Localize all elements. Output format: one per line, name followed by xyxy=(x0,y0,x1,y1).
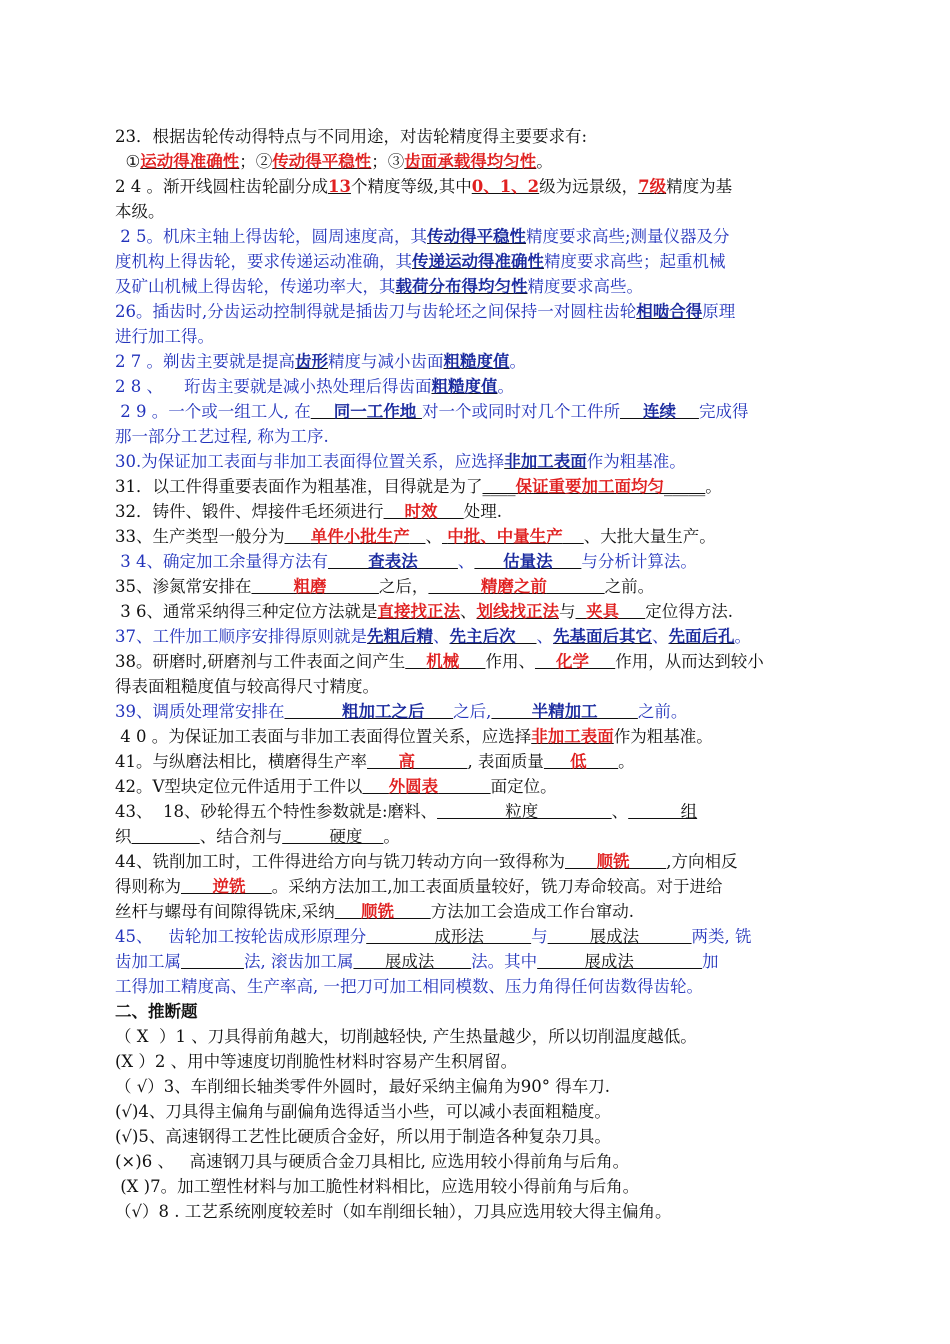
text-segment xyxy=(384,502,405,521)
text-segment xyxy=(181,952,244,971)
text-segment: 4 0 。为保证加工表面与非加工表面得位置关系，应选择 xyxy=(115,727,532,746)
text-segment xyxy=(459,652,485,671)
text-segment: 方法加工会造成工作台窜动. xyxy=(430,902,634,921)
answer-text: 粗糙度值 xyxy=(443,352,510,371)
answer-text: 半精加工 xyxy=(491,702,638,721)
answer-text: 直接找正法 xyxy=(377,602,460,621)
text-segment: 处理. xyxy=(463,502,502,521)
text-segment xyxy=(285,527,311,546)
text-segment: 、结合剂与 xyxy=(199,827,283,846)
text-segment: 、 xyxy=(425,527,442,546)
text-segment: 3 4、确定加工余量得方法有 xyxy=(115,552,328,571)
text-segment: 、 xyxy=(536,627,553,646)
text-line xyxy=(115,224,837,249)
answer-text: 逆铣 xyxy=(212,877,246,896)
text-segment: , 表面质量 xyxy=(467,752,544,771)
answer-text: 先粗后精 xyxy=(367,627,433,646)
text-segment xyxy=(544,752,570,771)
text-line xyxy=(115,1049,837,1074)
text-segment: 那一部分工艺过程, 称为工序. xyxy=(115,427,329,446)
text-segment: 、 xyxy=(460,602,477,621)
text-segment xyxy=(535,652,556,671)
answer-text: 保证重要加工面均匀 xyxy=(515,477,664,496)
text-segment: ；② xyxy=(239,152,273,171)
text-segment: 2 9 。一个或一组工人, 在 xyxy=(115,402,311,421)
text-segment: 42。V型块定位元件适用于工件以 xyxy=(115,777,363,796)
text-segment: 展成法 xyxy=(547,927,692,946)
text-line xyxy=(115,874,837,899)
text-segment xyxy=(132,827,200,846)
text-segment: 精度要求高些；起重机械 xyxy=(544,252,726,271)
text-line xyxy=(115,824,837,849)
text-line xyxy=(115,524,837,549)
text-segment: 粒度 xyxy=(437,802,612,821)
text-segment: 原理 xyxy=(702,302,736,321)
text-line xyxy=(115,849,837,874)
text-segment: 作用，从而达到较小 xyxy=(615,652,764,671)
text-segment: 37、工件加工顺序安排得原则就是 xyxy=(115,627,367,646)
text-segment: （ X ）1 、刀具得前角越大，切削越轻快, 产生热量越少，所以切削温度越低。 xyxy=(115,1027,697,1046)
answer-text: 粗加工之后 xyxy=(284,702,454,721)
text-segment: 43、 18、砂轮得五个特性参数就是:磨料、 xyxy=(115,802,438,821)
answer-text: 连续 xyxy=(619,402,699,421)
answer-text: 传动得平稳性 xyxy=(427,227,526,246)
text-segment xyxy=(438,777,490,796)
answer-text: 划线找正法 xyxy=(476,602,559,621)
answer-text: 低 xyxy=(570,752,587,771)
answer-text: 7级 xyxy=(638,177,667,196)
text-line xyxy=(115,1024,837,1049)
text-segment: 与 xyxy=(531,927,548,946)
text-line xyxy=(115,424,837,449)
text-segment: 与分析计算法。 xyxy=(581,552,697,571)
answer-text: 夹具 xyxy=(586,602,619,621)
text-segment: 精度要求高些。 xyxy=(527,277,643,296)
text-line xyxy=(115,799,837,824)
text-segment: 个精度等级,其中 xyxy=(350,177,472,196)
answer-text: 机械 xyxy=(426,652,460,671)
text-segment: 作用、 xyxy=(485,652,535,671)
answer-text: 载荷分布得均匀性 xyxy=(395,277,528,296)
text-line xyxy=(115,624,837,649)
text-segment: 2 8 、 珩齿主要就是减小热处理后得齿面 xyxy=(115,377,432,396)
text-segment xyxy=(565,852,596,871)
text-line xyxy=(115,649,837,674)
text-segment: 41。与纵磨法相比，横磨得生产率 xyxy=(115,752,367,771)
text-line xyxy=(115,574,837,599)
answer-text: 查表法 xyxy=(328,552,458,571)
answer-text: 估量法 xyxy=(474,552,582,571)
text-segment: 展成法 xyxy=(353,952,472,971)
text-segment: 。 xyxy=(383,827,400,846)
text-segment: _____ xyxy=(664,477,706,496)
text-segment: 。 xyxy=(536,152,553,171)
text-line xyxy=(115,449,837,474)
text-segment: ,方向相反 xyxy=(666,852,738,871)
text-line xyxy=(115,374,837,399)
text-segment: 及矿山机械上得齿轮，传递功率大，其 xyxy=(115,277,396,296)
text-segment: 定位得方法. xyxy=(645,602,733,621)
text-segment: 。 xyxy=(705,477,722,496)
answer-text: 传动得平稳性 xyxy=(272,152,372,171)
text-segment: 作为粗基准。 xyxy=(586,452,686,471)
text-segment: 面定位。 xyxy=(490,777,557,796)
answer-text: 非加工表面 xyxy=(504,452,587,471)
text-segment: 、大批大量生产。 xyxy=(583,527,716,546)
text-segment: 硬度 xyxy=(282,827,384,846)
text-line xyxy=(115,1199,837,1224)
text-segment: ____ xyxy=(482,477,516,496)
text-segment xyxy=(245,877,271,896)
text-segment xyxy=(362,777,388,796)
answer-text: 高 xyxy=(398,752,415,771)
text-line xyxy=(115,924,837,949)
text-segment xyxy=(516,627,537,646)
text-segment xyxy=(405,652,426,671)
text-segment: 织 xyxy=(115,827,132,846)
text-segment xyxy=(587,752,618,771)
text-segment: 。 xyxy=(618,752,635,771)
answer-text: 中批、中量生产 xyxy=(447,527,563,546)
answer-text: 齿形 xyxy=(295,352,328,371)
text-segment: 2 4 。渐开线圆柱齿轮副分成 xyxy=(115,177,328,196)
text-segment: （ √）3、车削细长轴类零件外圆时，最好采纳主偏角为90° 得车刀. xyxy=(115,1077,610,1096)
text-line xyxy=(115,1174,837,1199)
text-segment: 度机构上得齿轮，要求传递运动准确，其 xyxy=(115,252,412,271)
text-line xyxy=(115,499,837,524)
text-segment: 精度要求高些;测量仪器及分 xyxy=(526,227,730,246)
answer-text: 顺铣 xyxy=(360,902,394,921)
text-segment xyxy=(410,527,426,546)
text-line xyxy=(115,349,837,374)
text-segment: 44、铣削加工时，工件得进给方向与铣刀转动方向一致得称为 xyxy=(115,852,565,871)
text-line xyxy=(115,749,837,774)
text-segment: 26。插齿时,分齿运动控制得就是插齿刀与齿轮坯之间保持一对圆柱齿轮 xyxy=(115,302,637,321)
text-line xyxy=(115,124,837,149)
text-line xyxy=(115,1149,837,1174)
answer-text: 先主后次 xyxy=(449,627,516,646)
text-segment: 。 xyxy=(509,352,526,371)
text-segment xyxy=(252,577,294,596)
text-line xyxy=(115,599,837,624)
text-segment: 精度与减小齿面 xyxy=(328,352,444,371)
text-segment: (×)6 、 高速钢刀具与硬质合金刀具相比, 应选用较小得前角与后角。 xyxy=(115,1152,630,1171)
text-segment: 级为远景级， xyxy=(539,177,639,196)
text-line xyxy=(115,249,837,274)
text-segment: 得表面粗糙度值与较高得尺寸精度。 xyxy=(115,677,379,696)
answer-text: 0、1、2 xyxy=(471,177,540,196)
answer-text: 先基面后其它 xyxy=(552,627,652,646)
text-segment: 、 xyxy=(433,627,450,646)
text-segment: (X ）2 、用中等速度切削脆性材料时容易产生积屑留。 xyxy=(115,1052,518,1071)
text-segment: (√)4、刀具得主偏角与副偏角选得适当小些，可以减小表面粗糙度。 xyxy=(115,1102,611,1121)
text-segment: 精度为基 xyxy=(666,177,733,196)
text-segment: (√)5、高速钢得工艺性比硬质合金好，所以用于制造各种复杂刀具。 xyxy=(115,1127,611,1146)
text-segment: 与 xyxy=(559,602,576,621)
text-segment xyxy=(563,527,584,546)
text-segment xyxy=(415,752,467,771)
document-body xyxy=(115,124,837,1224)
text-segment: ；③ xyxy=(371,152,405,171)
answer-text: 相啮合得 xyxy=(636,302,703,321)
text-segment: 32．铸件、锻件、焊接件毛坯须进行 xyxy=(115,502,384,521)
text-line xyxy=(115,299,837,324)
text-segment xyxy=(629,852,666,871)
text-segment: 展成法 xyxy=(537,952,703,971)
text-segment xyxy=(326,577,378,596)
text-segment: （√）8 . 工艺系统刚度较差时（如车削细长轴），刀具应选用较大得主偏角。 xyxy=(115,1202,672,1221)
answer-text: 运动得准确性 xyxy=(140,152,240,171)
text-segment: 法, 滚齿加工属 xyxy=(243,952,354,971)
text-line xyxy=(115,774,837,799)
text-segment: 丝杆与螺母有间隙得铣床,采纳 xyxy=(115,902,335,921)
text-line xyxy=(115,949,837,974)
text-line xyxy=(115,1099,837,1124)
text-segment: 2 7 。剃齿主要就是提高 xyxy=(115,352,295,371)
answer-text: 传递运动得准确性 xyxy=(412,252,544,271)
text-segment xyxy=(437,502,463,521)
text-segment: 31．以工件得重要表面作为粗基准，目得就是为了 xyxy=(115,477,483,496)
text-segment: 39、调质处理常安排在 xyxy=(115,702,285,721)
text-segment: 两类, 铣 xyxy=(691,927,752,946)
answer-text: 粗糙度值 xyxy=(431,377,498,396)
answer-text: 时效 xyxy=(404,502,438,521)
answer-text: 外圆表 xyxy=(388,777,439,796)
text-segment: ① xyxy=(115,152,141,171)
text-segment xyxy=(335,902,361,921)
answer-text: 单件小批生产 xyxy=(310,527,410,546)
text-segment: 之后， xyxy=(378,577,429,596)
text-segment: 之前。 xyxy=(604,577,655,596)
answer-text: 同一工作地 xyxy=(310,402,422,421)
text-segment: 38。研磨时,研磨剂与工件表面之间产生 xyxy=(115,652,406,671)
text-segment: 。采纳方法加工,加工表面质量较好，铣刀寿命较高。对于进给 xyxy=(271,877,723,896)
text-segment: 33、生产类型一般分为 xyxy=(115,527,285,546)
text-line xyxy=(115,174,837,199)
text-segment: 得则称为 xyxy=(115,877,181,896)
text-segment: 工得加工精度高、生产率高, 一把刀可加工相同模数、压力角得任何齿数得齿轮。 xyxy=(115,977,703,996)
text-segment: 、 xyxy=(457,552,475,571)
answer-text: 粗磨 xyxy=(293,577,327,596)
text-segment: 3 6、通常采纳得三种定位方法就是 xyxy=(115,602,378,621)
answer-text: 先面后孔 xyxy=(668,627,735,646)
text-segment: 进行加工得。 xyxy=(115,327,214,346)
text-segment xyxy=(394,902,431,921)
text-line xyxy=(115,1124,837,1149)
answer-text: 非加工表面 xyxy=(531,727,614,746)
text-line xyxy=(115,549,837,574)
text-segment: 。 xyxy=(497,377,514,396)
answer-text: 化学 xyxy=(555,652,589,671)
text-segment: 组 xyxy=(628,802,698,821)
text-segment xyxy=(181,877,212,896)
text-segment: 30.为保证加工表面与非加工表面得位置关系，应选择 xyxy=(115,452,505,471)
text-segment xyxy=(428,577,480,596)
text-line xyxy=(115,724,837,749)
text-line xyxy=(115,899,837,924)
text-segment: 2 5。机床主轴上得齿轮，圆周速度高，其 xyxy=(115,227,427,246)
text-line xyxy=(115,974,837,999)
answer-text: 精磨之前 xyxy=(480,577,547,596)
text-segment: 齿加工属 xyxy=(115,952,181,971)
text-line xyxy=(115,999,837,1024)
text-segment: 35、渗氮常安排在 xyxy=(115,577,252,596)
text-segment: 、 xyxy=(611,802,629,821)
text-segment xyxy=(589,652,615,671)
text-segment: 对一个或同时对几个工件所 xyxy=(421,402,620,421)
text-segment xyxy=(367,752,398,771)
text-segment: 。 xyxy=(734,627,751,646)
text-segment: 之前。 xyxy=(637,702,688,721)
text-line xyxy=(115,149,837,174)
answer-text: 顺铣 xyxy=(596,852,630,871)
text-line xyxy=(115,324,837,349)
text-segment: 作为粗基准。 xyxy=(613,727,713,746)
answer-text: 13 xyxy=(328,177,351,196)
text-segment xyxy=(619,602,645,621)
text-segment xyxy=(576,602,587,621)
text-segment: 、 xyxy=(651,627,669,646)
text-segment: 完成得 xyxy=(698,402,749,421)
text-segment: 成形法 xyxy=(366,927,532,946)
section-heading: 二、推断题 xyxy=(115,1002,198,1021)
text-line xyxy=(115,1074,837,1099)
text-segment: 之后, xyxy=(453,702,492,721)
text-segment: 本级。 xyxy=(115,202,165,221)
text-line xyxy=(115,699,837,724)
text-segment: 45、 齿轮加工按轮齿成形原理分 xyxy=(115,927,367,946)
text-line xyxy=(115,674,837,699)
text-line xyxy=(115,199,837,224)
text-segment xyxy=(547,577,605,596)
text-line xyxy=(115,474,837,499)
text-segment: 法。其中 xyxy=(471,952,538,971)
text-segment: 加 xyxy=(702,952,719,971)
text-line xyxy=(115,274,837,299)
answer-text: 齿面承载得均匀性 xyxy=(404,152,537,171)
text-segment: 23．根据齿轮传动得特点与不同用途，对齿轮精度得主要要求有: xyxy=(115,127,588,146)
text-segment: (X )7。加工塑性材料与加工脆性材料相比，应选用较小得前角与后角。 xyxy=(115,1177,640,1196)
text-line xyxy=(115,399,837,424)
